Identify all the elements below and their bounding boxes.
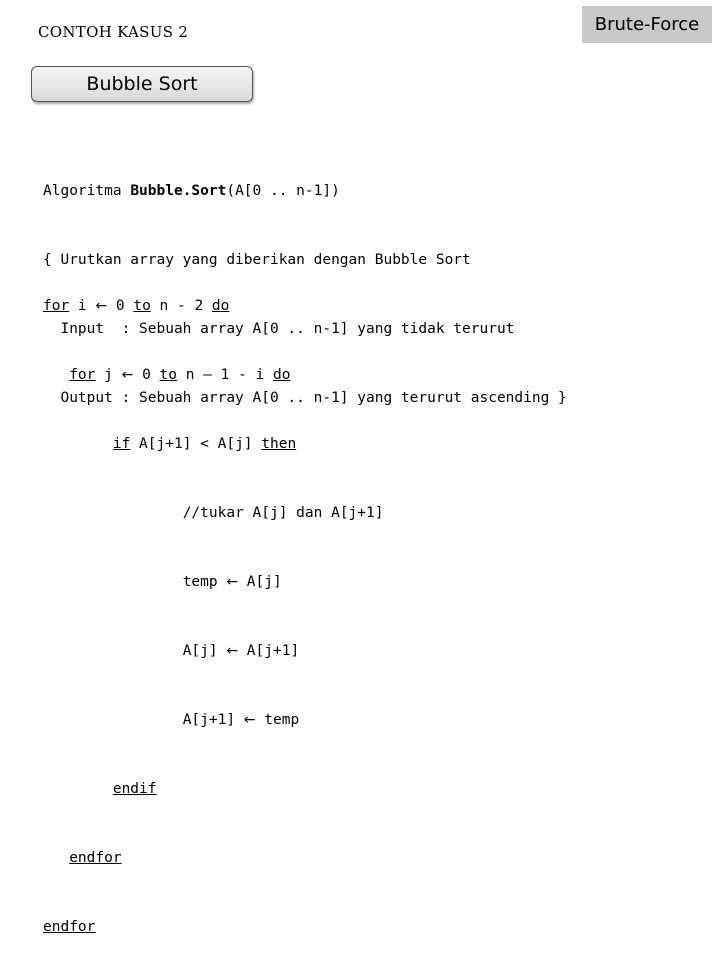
keyword-to: to <box>133 298 151 314</box>
comment-line <box>43 502 383 525</box>
outer-for-line <box>43 295 383 318</box>
assign-arrow-icon: ← <box>121 367 134 383</box>
assign-arrow-icon: ← <box>95 298 108 314</box>
assign-arrow-icon: ← <box>226 574 239 590</box>
output-line: Output : Sebuah array A[0 .. n-1] yang terurut ascending } <box>43 390 567 406</box>
topic-badge: Brute-Force <box>582 6 712 43</box>
if-condition: A[j+1] < A[j] <box>130 436 262 452</box>
keyword-endfor: endfor <box>43 919 96 935</box>
keyword-do: do <box>211 298 230 314</box>
keyword-then: then <box>261 436 297 452</box>
swap-rhs: A[j] <box>238 574 282 590</box>
keyword-endfor: endfor <box>69 850 122 866</box>
input-line: Input : Sebuah array A[0 .. n-1] yang tidak terurut <box>43 321 515 337</box>
inner-for-line <box>43 364 383 387</box>
swap-line-1 <box>43 571 383 594</box>
swap-rhs: temp <box>255 712 300 728</box>
keyword-for: for <box>43 298 70 314</box>
swap-lhs: temp <box>182 574 227 590</box>
loop-variable: j <box>95 367 122 383</box>
loop-variable: i <box>69 298 96 314</box>
keyword-do: do <box>273 367 291 383</box>
loop-end: n – 1 - i <box>177 367 274 383</box>
keyword-to: to <box>159 367 178 383</box>
algorithm-name: Bubble.Sort <box>130 183 227 199</box>
pseudocode-block <box>43 249 383 962</box>
section-title: Bubble Sort <box>86 73 198 95</box>
loop-start: 0 <box>133 367 160 383</box>
swap-lhs: A[j+1] <box>182 712 244 728</box>
swap-line-3 <box>43 709 383 732</box>
inner-endfor-line <box>43 847 383 870</box>
signature-prefix: Algoritma <box>43 183 131 199</box>
endif-line <box>43 778 383 801</box>
keyword-for: for <box>69 367 96 383</box>
swap-line-2 <box>43 640 383 663</box>
description-line: { Urutkan array yang diberikan dengan Bubble Sort <box>43 252 471 268</box>
section-title-box <box>31 66 253 102</box>
loop-start: 0 <box>107 298 134 314</box>
signature-params: (A[0 .. n-1]) <box>226 183 340 199</box>
assign-arrow-icon: ← <box>243 712 256 728</box>
keyword-if: if <box>112 436 131 452</box>
slide-header: CONTOH KASUS 2 <box>38 23 189 41</box>
assign-arrow-icon: ← <box>226 643 239 659</box>
swap-rhs: A[j+1] <box>238 643 300 659</box>
signature-line <box>43 180 567 203</box>
if-line <box>43 433 383 456</box>
loop-end: n - 2 <box>150 298 212 314</box>
outer-endfor-line <box>43 916 383 939</box>
swap-lhs: A[j] <box>182 643 227 659</box>
swap-comment: //tukar A[j] dan A[j+1] <box>182 505 384 521</box>
keyword-endif: endif <box>112 781 157 797</box>
